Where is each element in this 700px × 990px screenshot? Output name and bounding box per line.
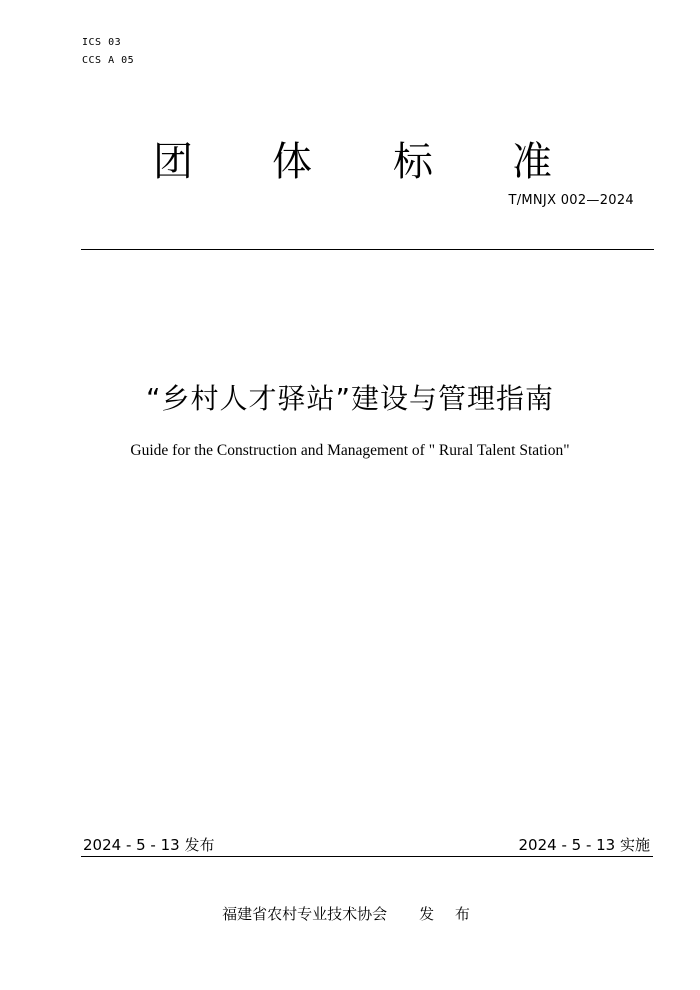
doc-type-char: 标	[393, 139, 433, 185]
chinese-title: “乡村人才驿站”建设与管理指南	[145, 382, 554, 415]
ccs-code: CCS A 05	[82, 55, 135, 66]
english-title: Guide for the Construction and Management of " Rural Talent Station"	[130, 442, 570, 459]
standard-number: T/MNJX 002—2024	[508, 193, 634, 208]
publish-date: 2024 - 5 - 13 发布	[83, 836, 215, 854]
ics-code: ICS 03	[82, 37, 122, 48]
document-type-heading	[0, 138, 700, 188]
publisher-action: 发 布	[419, 905, 478, 923]
publisher-name: 福建省农村专业技术协会	[222, 905, 388, 923]
publisher-line	[0, 903, 700, 925]
doc-type-char: 准	[512, 139, 552, 185]
doc-type-char: 体	[272, 139, 312, 185]
top-divider	[81, 249, 654, 250]
implement-date: 2024 - 5 - 13 实施	[518, 836, 650, 854]
doc-type-char: 团	[153, 139, 193, 185]
bottom-divider	[81, 856, 653, 857]
